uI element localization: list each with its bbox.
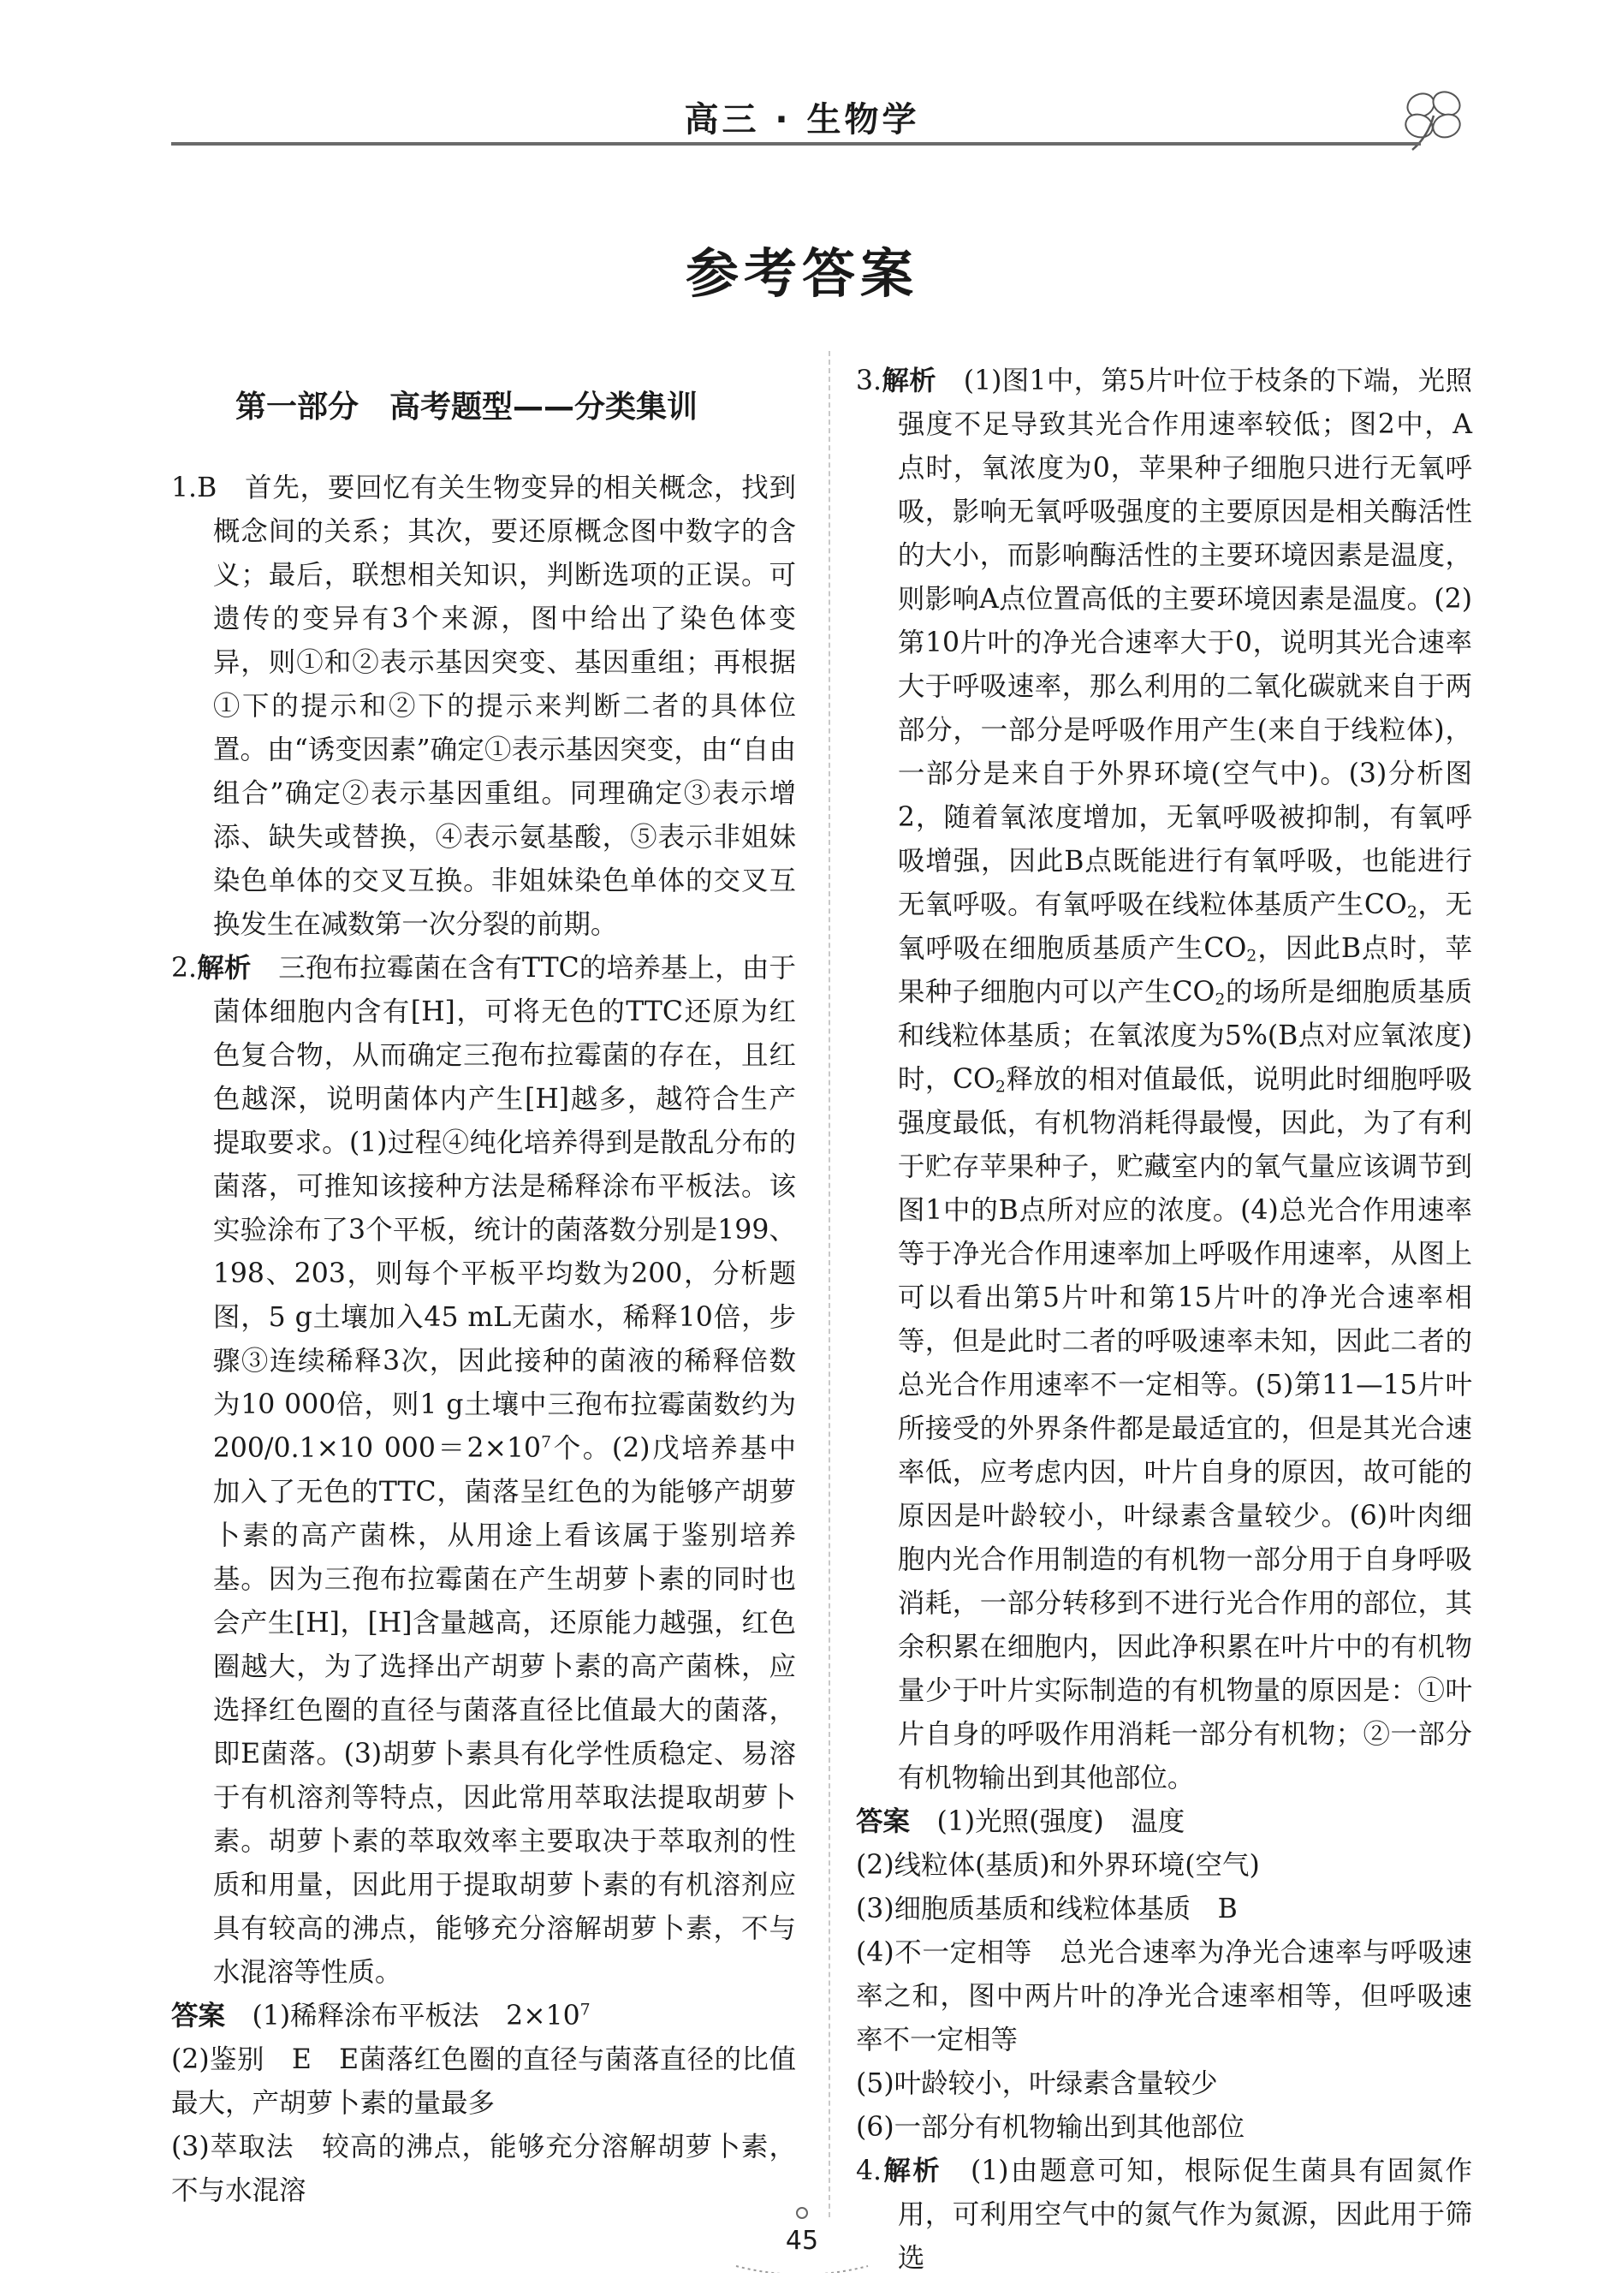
- analysis-label: 解析: [197, 953, 252, 984]
- section-title: 第一部分 高考题型——分类集训: [235, 390, 698, 425]
- answer-text: (1)稀释涂布平板法 2×10: [252, 2001, 580, 2031]
- answer-line: [171, 1995, 796, 2038]
- subscript: 2: [1406, 902, 1417, 922]
- exponent: 7: [579, 2000, 591, 2019]
- answer-letter: B: [197, 473, 217, 503]
- answer-line: (2)鉴别 E E菌落红色圈的直径与菌落直径的比值最大，产胡萝卜素的量最多: [171, 2044, 796, 2119]
- subscript: 2: [995, 1077, 1006, 1097]
- answer-text: (1)光照(强度) 温度: [936, 1806, 1185, 1837]
- clover-icon: [1387, 81, 1481, 158]
- answer-line: (3)细胞质基质和线粒体基质 B: [856, 1894, 1238, 1924]
- page-number: 45: [785, 2226, 819, 2256]
- left-column: [171, 360, 796, 2213]
- answer-line: (6)一部分有机物输出到其他部位: [856, 2112, 1245, 2143]
- page-title: 参考答案: [685, 242, 918, 305]
- explanation-text: 个。(2)戊培养基中加入了无色的TTC，菌落呈红色的为能够产胡萝卜素的高产菌株，从用途上看该属于鉴别培养基。因为三孢布拉霉菌在产生胡萝卜素的同时也会产生[H]，[H]含量越高，还原能力越强，红色圈越大，为了选择出产胡萝卜素的高产菌株，应选择红色圈的直径与菌落直径比值最大的菌落，即E菌落。(3)胡萝卜素具有化学性质稳定、易溶于有机溶剂等特点，因此常用萃取法提取胡萝卜素。胡萝卜素的萃取效率主要取决于萃取剂的性质和用量，因此用于提取胡萝卜素的有机溶剂应具有较高的沸点，能够充分溶解胡萝卜素，不与水混溶等性质。: [212, 1433, 797, 1988]
- question-3: [856, 360, 1472, 1800]
- exponent: 7: [541, 1432, 552, 1452]
- subscript: 2: [1215, 990, 1226, 1009]
- explanation-text: 的场所是细胞质基质和线粒体基质；在氧浓度为5%(B点对应氧浓度)时，CO: [897, 977, 1472, 1095]
- explanation-text: ，无氧呼吸在细胞质基质产生CO: [897, 889, 1472, 964]
- answer-line: (4)不一定相等 总光合速率为净光合速率与呼吸速率之和，图中两片叶的净光合速率相等，但呼吸速率不一定相等: [856, 1937, 1472, 2055]
- question-number: 2.: [171, 953, 198, 984]
- column-divider: [829, 351, 830, 2217]
- answer-label: 答案: [856, 1806, 911, 1837]
- answer-label: 答案: [171, 2001, 226, 2031]
- explanation-text: (1)由题意可知，根际促生菌具有固氮作用，可利用空气中的氮气作为氮源，因此用于筛选: [897, 2156, 1472, 2274]
- answer-line: [856, 1800, 1472, 1844]
- explanation-text: (1)图1中，第5片叶位于枝条的下端，光照强度不足导致其光合作用速率较低；图2中，A点时，氧浓度为0，苹果种子细胞只进行无氧呼吸，影响无氧呼吸强度的主要原因是相关酶活性的大小，而影响酶活性的主要环境因素是温度，则影响A点位置高低的主要环境因素是温度。(2)第10片叶的净光合速率大于0，说明其光合速率大于呼吸速率，那么利用的二氧化碳就来自于两部分，一部分是呼吸作用产生(来自于线粒体)，一部分是来自于外界环境(空气中)。(3)分析图2，随着氧浓度增加，无氧呼吸被抑制，有氧呼吸增强，因此B点既能进行有氧呼吸，也能进行无氧呼吸。有氧呼吸在线粒体基质产生CO: [897, 366, 1472, 920]
- explanation-text: 首先，要回忆有关生物变异的相关概念，找到概念间的关系；其次，要还原概念图中数字的含义；最后，联想相关知识，判断选项的正误。可遗传的变异有3个来源，图中给出了染色体变异，则①和②表示基因突变、基因重组；再根据①下的提示和②下的提示来判断二者的具体位置。由“诱变因素”确定①表示基因突变，由“自由组合”确定②表示基因重组。同理确定③表示增添、缺失或替换，④表示氨基酸，⑤表示非姐妹染色单体的交叉互换。非姐妹染色单体的交叉互换发生在减数第一次分裂的前期。: [212, 473, 796, 940]
- answer-line: (3)萃取法 较高的沸点，能够充分溶解胡萝卜素，不与水混溶: [171, 2132, 796, 2206]
- right-column: [856, 360, 1472, 2281]
- subscript: 2: [1246, 946, 1257, 966]
- explanation-text: 释放的相对值最低，说明此时细胞呼吸强度最低，有机物消耗得最慢，因此，为了有利于贮存苹果种子，贮藏室内的氧气量应该调节到图1中的B点所对应的浓度。(4)总光合作用速率等于净光合作用速率加上呼吸作用速率，从图上可以看出第5片叶和第15片叶的净光合速率相等，但是此时二者的呼吸速率未知，因此二者的总光合作用速率不一定相等。(5)第11—15片叶所接受的外界条件都是最适宜的，但是其光合速率低，应考虑内因，叶片自身的原因，故可能的原因是叶龄较小，叶绿素含量较少。(6)叶肉细胞内光合作用制造的有机物一部分用于自身呼吸消耗，一部分转移到不进行光合作用的部位，其余积累在细胞内，因此净积累在叶片中的有机物量少于叶片实际制造的有机物量的原因是：①叶片自身的呼吸作用消耗一部分有机物；②一部分有机物输出到其他部位。: [897, 1064, 1472, 1793]
- analysis-label: 解析: [882, 2156, 942, 2186]
- question-number: 3.: [856, 366, 882, 396]
- question-number: 4.: [856, 2156, 882, 2186]
- analysis-label: 解析: [882, 366, 936, 396]
- question-number: 1.: [171, 473, 198, 503]
- explanation-text: ，因此B点时，苹果种子细胞内可以产生CO: [897, 933, 1472, 1008]
- explanation-text: 三孢布拉霉菌在含有TTC的培养基上，由于菌体细胞内含有[H]，可将无色的TTC还原为红色复合物，从而确定三孢布拉霉菌的存在，且红色越深，说明菌体内产生[H]越多，越符合生产提取要求。(1)过程④纯化培养得到是散乱分布的菌落，可推知该接种方法是稀释涂布平板法。该实验涂布了3个平板，统计的菌落数分别是199、198、203，则每个平板平均数为200，分析题图，5 g土壤加入45 mL无菌水，稀释10倍，步骤③连续稀释3次，因此接种的菌液的稀释倍数为10 000倍，则1 g土壤中三孢布拉霉菌数约为200/0.1×10 000＝2×10: [212, 953, 796, 1464]
- answer-line: (2)线粒体(基质)和外界环境(空气): [856, 1850, 1260, 1881]
- answer-line: (5)叶龄较小，叶绿素含量较少: [856, 2068, 1218, 2099]
- running-header: 高三 · 生物学: [684, 100, 920, 140]
- question-1: [171, 467, 796, 947]
- header-rule: [171, 142, 1421, 146]
- question-2: [171, 947, 796, 1995]
- question-4: [856, 2150, 1472, 2281]
